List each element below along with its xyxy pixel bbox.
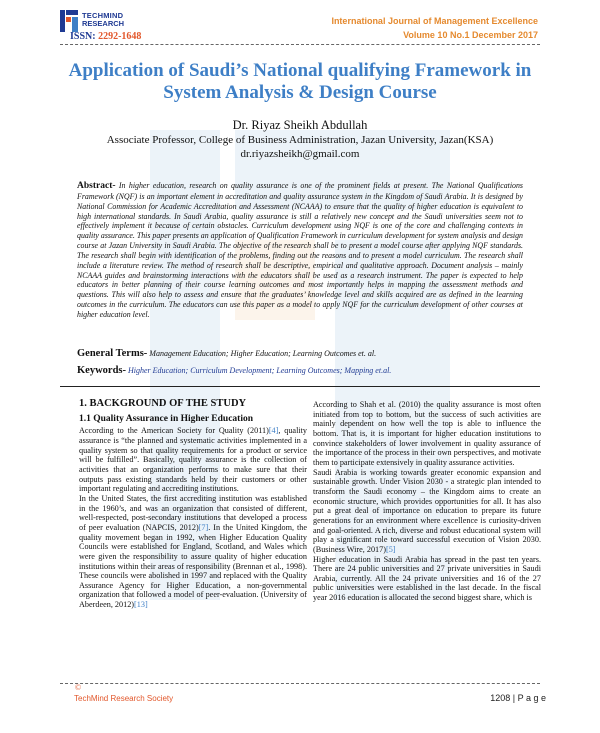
left-column bbox=[79, 399, 307, 610]
citation-link[interactable]: [13] bbox=[134, 600, 148, 610]
journal-volume: Volume 10 No.1 December 2017 bbox=[403, 30, 538, 40]
subsection-heading: 1.1 Quality Assurance in Higher Education bbox=[79, 413, 254, 424]
techmind-logo-icon bbox=[60, 10, 78, 32]
section-heading: 1. BACKGROUND OF THE STUDY bbox=[79, 398, 247, 409]
paragraph: According to the American Society for Quality (2011)[4], quality assurance is “the planned and systematic activities implemented in a quality system so that quality requirements for a product or service will be fulfilled”. Basically, quality assurance is the collection of activities that an organization performs to make sure that their outputs pass existing standards held by their customers or other important regulating and accrediting institutions. bbox=[79, 426, 307, 494]
paragraph: Higher education in Saudi Arabia has spread in the past ten years. There are 24 public universities and 27 private universities in Saudi Arabia, currently. All the 24 private universities and 16 of the 27 public universities were established in the last decade. In the fiscal year 2016 education is allocated the second biggest share, which is bbox=[313, 554, 541, 603]
journal-header bbox=[331, 14, 538, 42]
journal-name: International Journal of Management Excellence bbox=[331, 16, 538, 26]
abstract-label: Abstract- bbox=[77, 181, 116, 191]
right-column bbox=[313, 400, 541, 603]
footer-society: TechMind Research Society bbox=[74, 694, 174, 703]
abstract-text: In higher education, research on quality assurance is one of the prominent fields at present. The National Qualifications Framework (NQF) is an important element in accreditation and quality assurance system in the Kingdom of Saudi Arabia. It is designed by National Commission for Academic Accreditation and Assessment (NCAAA) to ensure that the quality of higher education is equivalent to high international standards. In Saudi Arabia, quality assurance is still a relatively new concept and the Saudi universities seem not to effectively implement it because of certain obstacles. Curriculum development using NQF is one of the core and challenging contexts in quality assurance. This paper presents an application of Qualification Framework in curriculum development for system analysis and design course at Jazan University in Saudi Arabia. The objective of the research shall be to present a model course after applying NQF standards. The research shall begin with identification of the problems, finding out the reasons and to present a model curriculum. The research shall include a literature review. The method of research shall be descriptive, empirical and qualitative approach. Document analysis – mainly NCAAA guides and brainstorming interactions with the educators shall be used as a research instrument. The paper is expected to help educators in better planning of their course learning outcomes and most importantly helps in mapping the assessment methods and questions. This will also help to assess and ensure that the graduates’ knowledge level and skills acquired are as defined in the learning outcomes in the curriculum. The educators can use this paper as a model to apply NQF for the curriculum development of other courses at higher education level. bbox=[77, 181, 523, 319]
author-email[interactable]: dr.riyazsheikh@gmail.com bbox=[240, 148, 360, 160]
citation-link[interactable]: [7] bbox=[198, 522, 209, 532]
author-name: Dr. Riyaz Sheikh Abdullah bbox=[232, 118, 368, 132]
section-divider bbox=[60, 386, 540, 387]
paragraph: Saudi Arabia is working towards greater economic expansion and sustainable growth. Under Vision 2030 - a strategic plan intended to transform the Saudi economy – the Kingdom aims to create an economic structure, which provides opportunities for all. It has also put a great deal of importance on education to prepare its future generations for an environment where excellence is curiosity-driven and goal-oriented. A rich, diverse and robust educational system will play a significant role toward successful execution of Vision 2030. (Business Wire, 2017)[5] bbox=[313, 467, 541, 554]
general-terms-label: General Terms- bbox=[77, 348, 148, 359]
paragraph: According to Shah et al. (2010) the quality assurance is most often initiated from top to bottom, but the success of such activities are mainly dependent on how well the top is able to influence the bottom. That is, it is important for higher education institutions to convince stakeholders of lower involvement in quality assurance of the importance of the process in their own perspectives, and motivate them to participate extensively in quality assurance activities. bbox=[313, 400, 541, 467]
citation-link[interactable]: [5] bbox=[385, 544, 396, 554]
footer-divider bbox=[60, 683, 540, 684]
header-divider bbox=[60, 44, 540, 45]
keywords bbox=[77, 365, 523, 376]
paper-title: Application of Saudi’s National qualifying Framework in System Analysis & Design Course bbox=[68, 60, 532, 103]
author-affiliation: Associate Professor, College of Business Administration, Jazan University, Jazan(KSA) bbox=[106, 134, 494, 146]
copyright-symbol: © bbox=[75, 683, 82, 692]
journal-logo bbox=[60, 10, 220, 46]
page-number: 1208 | P a g e bbox=[490, 693, 546, 703]
issn bbox=[70, 31, 141, 42]
citation-link[interactable]: [4] bbox=[268, 426, 279, 436]
logo-text-techmind: TECHMIND bbox=[82, 11, 124, 20]
issn-number: 2292-1648 bbox=[98, 31, 142, 42]
keywords-text: Higher Education; Curriculum Development; Learning Outcomes; Mapping et.al. bbox=[126, 366, 392, 375]
keywords-label: Keywords- bbox=[77, 365, 126, 376]
general-terms bbox=[77, 348, 523, 359]
issn-label: ISSN: bbox=[70, 31, 99, 42]
general-terms-text: Management Education; Higher Education; Learning Outcomes et. al. bbox=[147, 349, 377, 358]
abstract bbox=[77, 181, 523, 320]
logo-text-research: RESEARCH bbox=[82, 19, 125, 28]
paragraph: In the United States, the first accrediting institution was established in the 1960’s, and was an organization that consisted of different, well-respected, post-secondary institutions that developed a process of peer evaluation (NAPCIS, 2012)[7]. In the United Kingdom, the quality movement began in 1992, when Higher Education Quality Councils were established for England, Scotland, and Wales which were given the responsibility to assure quality of higher education institutions within their areas of responsibility (Brennan et al., 1998). These councils were abolished in 1997 and replaced with the Quality Assurance Agency for Higher Education, a non-governmental organization that followed a model of peer-evaluation. (University of Aberdeen, 2012)[13] bbox=[79, 493, 307, 610]
